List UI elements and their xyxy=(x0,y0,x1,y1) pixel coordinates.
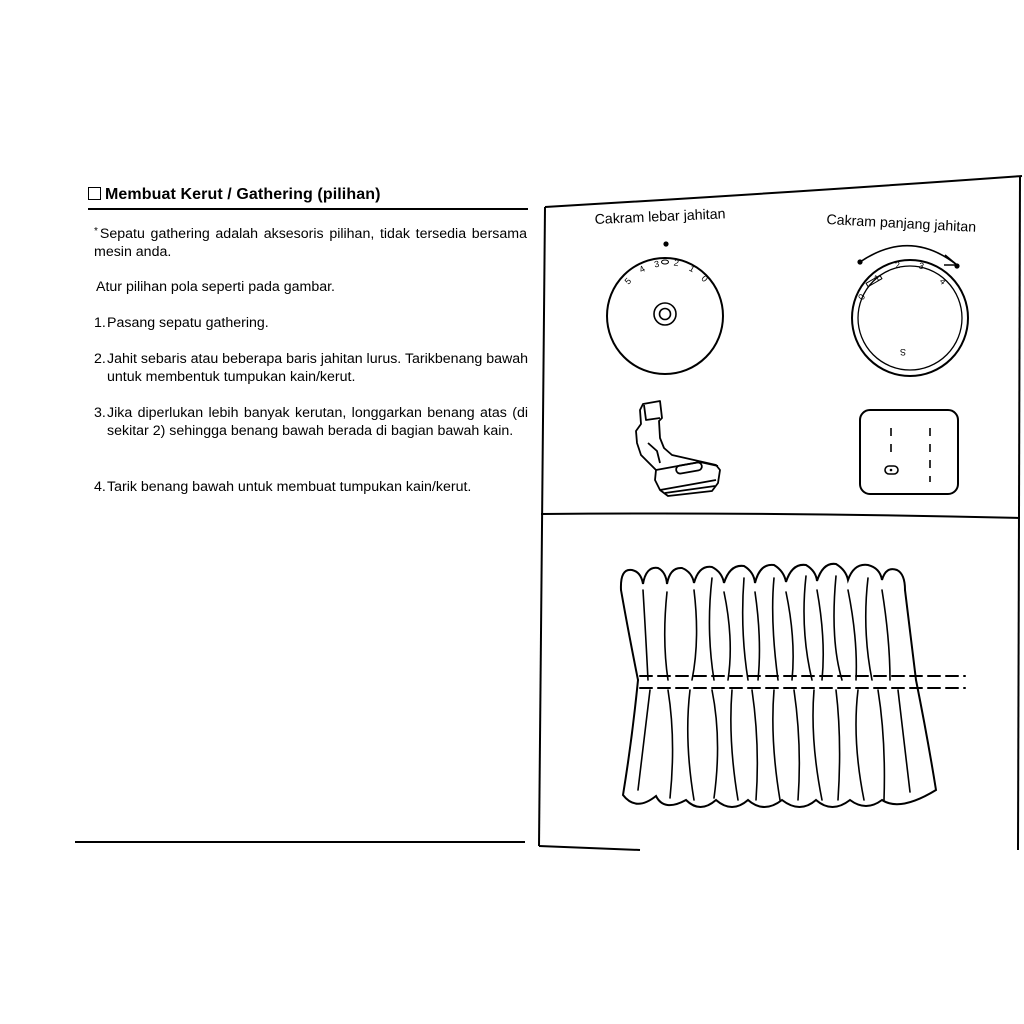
step-text: Jika diperlukan lebih banyak kerutan, longgarkan benang atas (di sekitar 2) sehingga benang bawah berada di bagian bawah kain. xyxy=(107,405,528,439)
gathered-fabric-illustration xyxy=(621,564,965,807)
step-text: Tarik benang bawah untuk membuat tumpukan kain/kerut. xyxy=(107,479,472,495)
width-dial-number: 2 xyxy=(673,257,680,269)
section-title-text: Membuat Kerut / Gathering (pilihan) xyxy=(105,186,381,203)
length-dial-number: 2 xyxy=(894,259,901,271)
step-number: 2. xyxy=(94,351,106,367)
length-dial-label: Cakram panjang jahitan xyxy=(826,212,977,236)
length-dial-number: 0 xyxy=(856,292,868,302)
width-dial-number: 4 xyxy=(637,263,647,275)
straight-stitch-pattern-icon xyxy=(860,410,958,494)
width-dial-numbers xyxy=(623,258,710,287)
intro-text: Atur pilihan pola seperti pada gambar. xyxy=(96,279,335,295)
length-dial-icon xyxy=(852,246,968,376)
step-number: 4. xyxy=(94,479,106,495)
width-dial-number: 0 xyxy=(699,273,710,284)
length-dial-number: S xyxy=(899,347,906,357)
step-text: Jahit sebaris atau beberapa baris jahitan lurus. Tarikbenang bawah untuk membentuk tumpukan kain/kerut. xyxy=(107,351,528,385)
gathering-foot-icon xyxy=(636,401,720,496)
width-dial-center-mark xyxy=(662,260,669,264)
width-dial-icon xyxy=(607,241,723,374)
panel-frame xyxy=(539,176,1022,850)
note-text: Sepatu gathering adalah aksesoris pilihan, tidak tersedia bersama mesin anda. xyxy=(94,226,527,260)
step-number: 3. xyxy=(94,405,106,421)
width-dial-number: 5 xyxy=(622,275,634,287)
length-dial-number: 1 xyxy=(872,272,882,284)
length-dial-number: 3 xyxy=(917,260,925,272)
note-marker: * xyxy=(94,226,98,237)
width-dial-number: 1 xyxy=(687,263,697,275)
length-dial-number: 4 xyxy=(937,276,949,287)
width-dial-label: Cakram lebar jahitan xyxy=(594,206,726,228)
width-dial-number: 3 xyxy=(653,258,661,270)
step-number: 1. xyxy=(94,315,106,331)
step-text: Pasang sepatu gathering. xyxy=(107,315,269,331)
